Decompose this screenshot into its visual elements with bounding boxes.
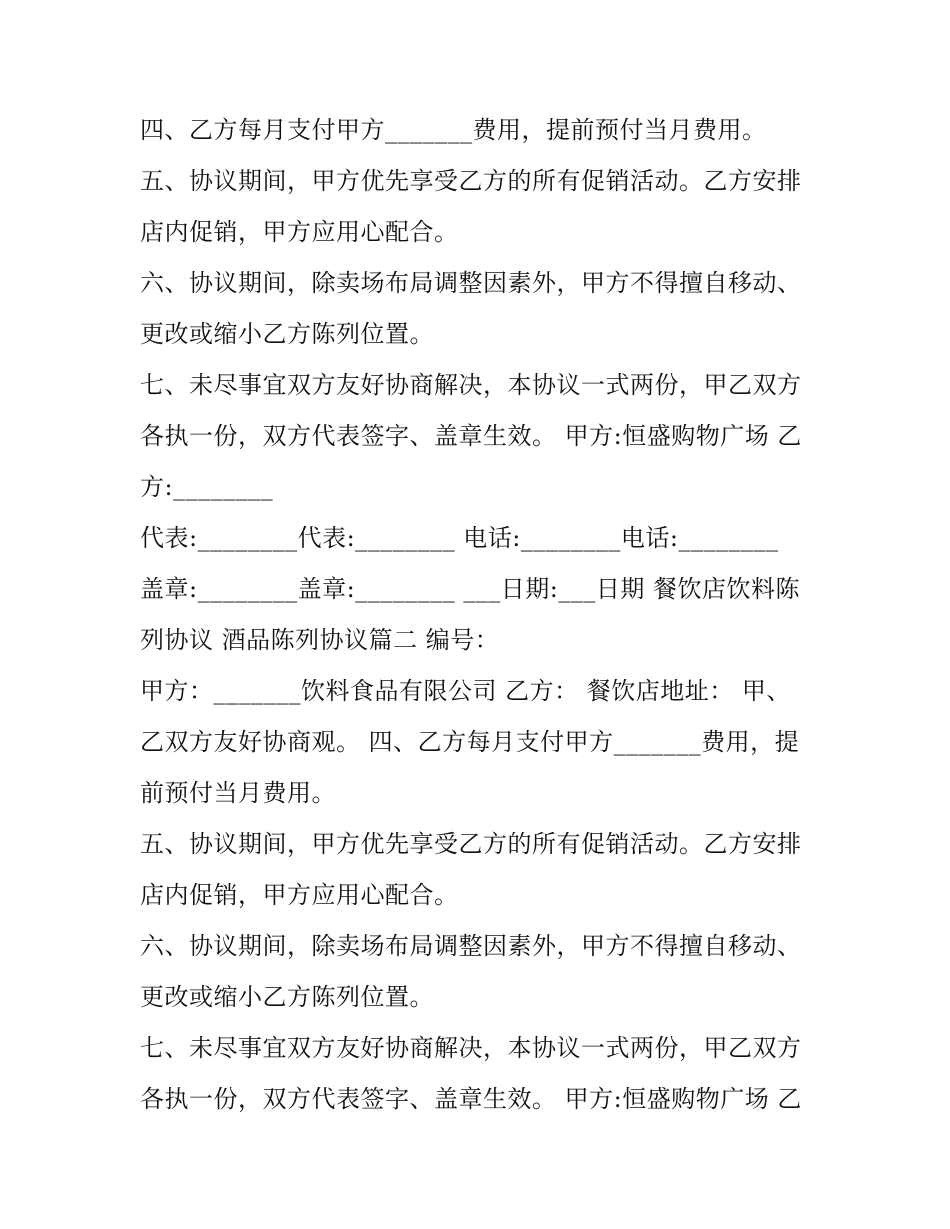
text-line: 列协议 酒品陈列协议篇二 编号： [140,626,500,654]
text-line: 四、乙方每月支付甲方_______费用，提前预付当月费用。 [140,116,767,144]
text-line: 各执一份，双方代表签字、盖章生效。 甲方:恒盛购物广场 乙 [140,1085,802,1113]
text-line: 甲方：_______饮料食品有限公司 乙方： 餐饮店地址： 甲、 [140,677,791,705]
text-line: 六、协议期间，除卖场布局调整因素外，甲方不得擅自移动、 [140,932,802,960]
text-line: 代表:________代表:________ 电话:________电话:________ [140,524,779,552]
text-line: 五、协议期间，甲方优先享受乙方的所有促销活动。乙方安排 [140,830,802,858]
text-line: 店内促销，甲方应用心配合。 [140,218,459,246]
text-line: 五、协议期间，甲方优先享受乙方的所有促销活动。乙方安排 [140,167,802,195]
text-line: 方:________ [140,473,274,501]
text-line: 前预付当月费用。 [140,779,336,807]
text-line: 更改或缩小乙方陈列位置。 [140,320,434,348]
text-line: 各执一份，双方代表签字、盖章生效。 甲方:恒盛购物广场 乙 [140,422,802,450]
document-body [140,105,820,1125]
text-line: 盖章:________盖章:________ ___日期:___日期 餐饮店饮料陈 [140,575,801,603]
text-line: 七、未尽事宜双方友好协商解决，本协议一式两份，甲乙双方 [140,1034,802,1062]
text-line: 七、未尽事宜双方友好协商解决，本协议一式两份，甲乙双方 [140,371,802,399]
text-line: 更改或缩小乙方陈列位置。 [140,983,434,1011]
text-line: 乙双方友好协商观。 四、乙方每月支付甲方_______费用，提 [140,728,800,756]
text-line: 店内促销，甲方应用心配合。 [140,881,459,909]
text-line: 六、协议期间，除卖场布局调整因素外，甲方不得擅自移动、 [140,269,802,297]
